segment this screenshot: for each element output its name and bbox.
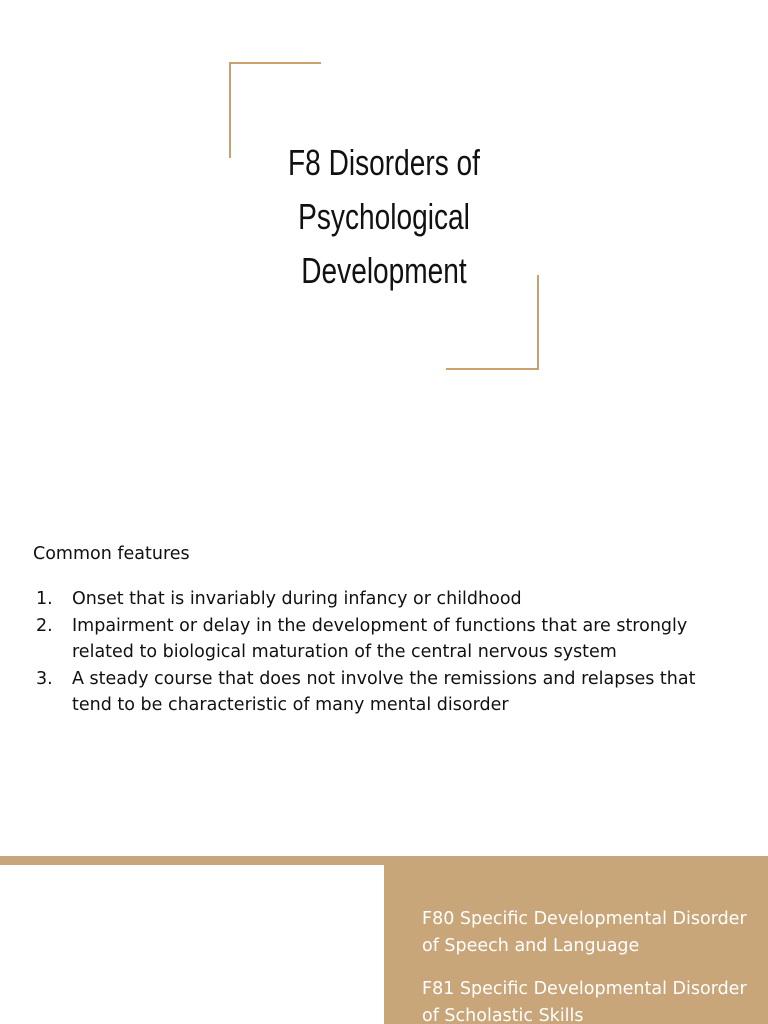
page-title: F8 Disorders of Psychological Development (288, 142, 480, 291)
list-item-number: 1. (36, 589, 53, 609)
list-item (33, 613, 733, 666)
list-item-number: 3. (36, 668, 53, 689)
list-item (33, 666, 733, 719)
list-item-text: Onset that is invariably during infancy or childhood (72, 589, 522, 609)
list-item-number: 2. (36, 615, 53, 636)
common-features-heading: Common features (33, 544, 190, 564)
disorder-codes-panel (384, 856, 768, 1024)
panel-item-f80: F80 Specific Developmental Disorder of Speech and Language (422, 909, 747, 956)
list-item (33, 586, 733, 613)
list-item-text: A steady course that does not involve the remissions and relapses that tend to be characteristic of many mental disorder (72, 668, 696, 715)
common-features-list (33, 586, 733, 719)
list-item-text: Impairment or delay in the development of functions that are strongly related to biological maturation of the central nervous system (72, 615, 688, 662)
panel-item-f81: F81 Specific Developmental Disorder of Scholastic Skills (422, 979, 747, 1024)
